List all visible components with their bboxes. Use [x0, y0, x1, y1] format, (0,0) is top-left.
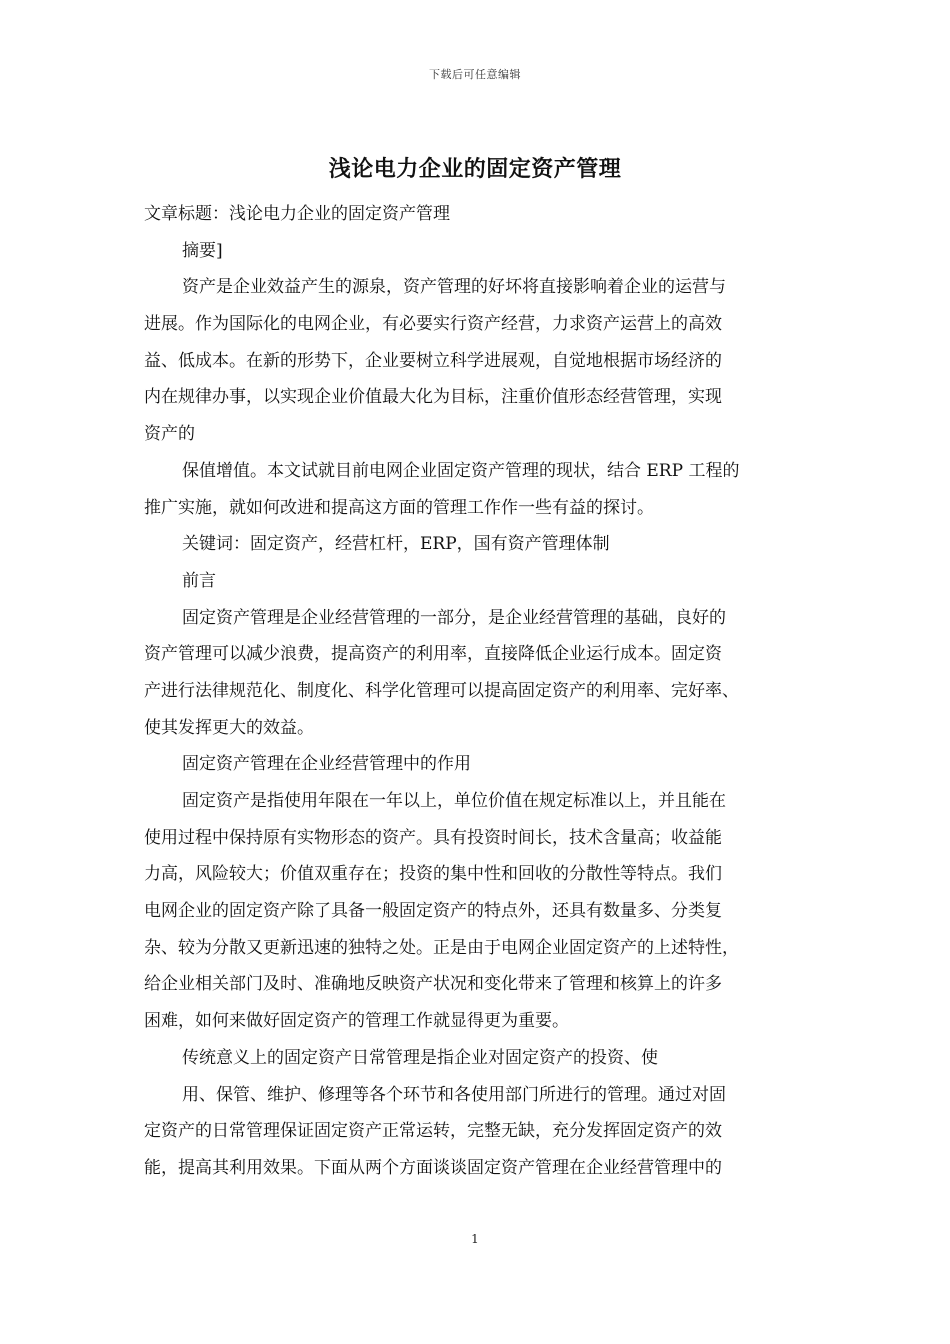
text-line: 文章标题：浅论电力企业的固定资产管理 — [144, 204, 450, 224]
text-line: 使其发挥更大的效益。 — [144, 717, 314, 738]
text-line: 益、低成本。在新的形势下，企业要树立科学进展观，自觉地根据市场经济的 — [144, 350, 722, 371]
text-line: 使用过程中保持原有实物形态的资产。具有投资时间长，技术含量高；收益能 — [144, 827, 722, 848]
text-line: 内在规律办事，以实现企业价值最大化为目标，注重价值形态经营管理，实现 — [144, 387, 722, 408]
text-line: 固定资产管理是企业经营管理的一部分，是企业经营管理的基础，良好的 — [182, 607, 726, 628]
text-line: 产进行法律规范化、制度化、科学化管理可以提高固定资产的利用率、完好率、 — [144, 680, 739, 701]
text-line: 保值增值。本文试就目前电网企业固定资产管理的现状，结合 ERP 工程的 — [182, 460, 740, 481]
text-line: 用、保管、维护、修理等各个环节和各使用部门所进行的管理。通过对固 — [182, 1084, 726, 1105]
page-number: 1 — [471, 1232, 479, 1246]
text-line: 固定资产是指使用年限在一年以上，单位价值在规定标准以上，并且能在 — [182, 791, 726, 811]
text-line: 前言 — [182, 570, 216, 591]
text-line: 杂、较为分散又更新迅速的独特之处。正是由于电网企业固定资产的上述特性， — [144, 937, 739, 958]
text-line: 能，提高其利用效果。下面从两个方面谈谈固定资产管理在企业经营管理中的 — [144, 1157, 722, 1178]
text-line: 固定资产管理在企业经营管理中的作用 — [182, 754, 471, 775]
text-line: 关键词：固定资产，经营杠杆，ERP，国有资产管理体制 — [182, 534, 610, 555]
text-line: 定资产的日常管理保证固定资产正常运转，完整无缺，充分发挥固定资产的效 — [144, 1121, 722, 1142]
text-line: 摘要] — [182, 240, 223, 261]
text-line: 资产管理可以减少浪费，提高资产的利用率，直接降低企业运行成本。固定资 — [144, 644, 722, 665]
text-line: 力高，风险较大；价值双重存在；投资的集中性和回收的分散性等特点。我们 — [144, 864, 722, 885]
text-line: 困难，如何来做好固定资产的管理工作就显得更为重要。 — [144, 1011, 569, 1032]
text-line: 推广实施，就如何改进和提高这方面的管理工作作一些有益的探讨。 — [144, 497, 654, 518]
text-line: 给企业相关部门及时、准确地反映资产状况和变化带来了管理和核算上的许多 — [144, 974, 722, 995]
header-note: 下载后可任意编辑 — [429, 68, 521, 81]
text-line: 进展。作为国际化的电网企业，有必要实行资产经营，力求资产运营上的高效 — [144, 314, 722, 335]
text-line: 电网企业的固定资产除了具备一般固定资产的特点外，还具有数量多、分类复 — [144, 901, 722, 922]
document-title: 浅论电力企业的固定资产管理 — [328, 156, 622, 182]
text-line: 传统意义上的固定资产日常管理是指企业对固定资产的投资、使 — [182, 1047, 658, 1068]
text-line: 资产的 — [144, 424, 195, 445]
document-body — [144, 196, 824, 1187]
text-line: 资产是企业效益产生的源泉，资产管理的好坏将直接影响着企业的运营与 — [182, 277, 726, 298]
